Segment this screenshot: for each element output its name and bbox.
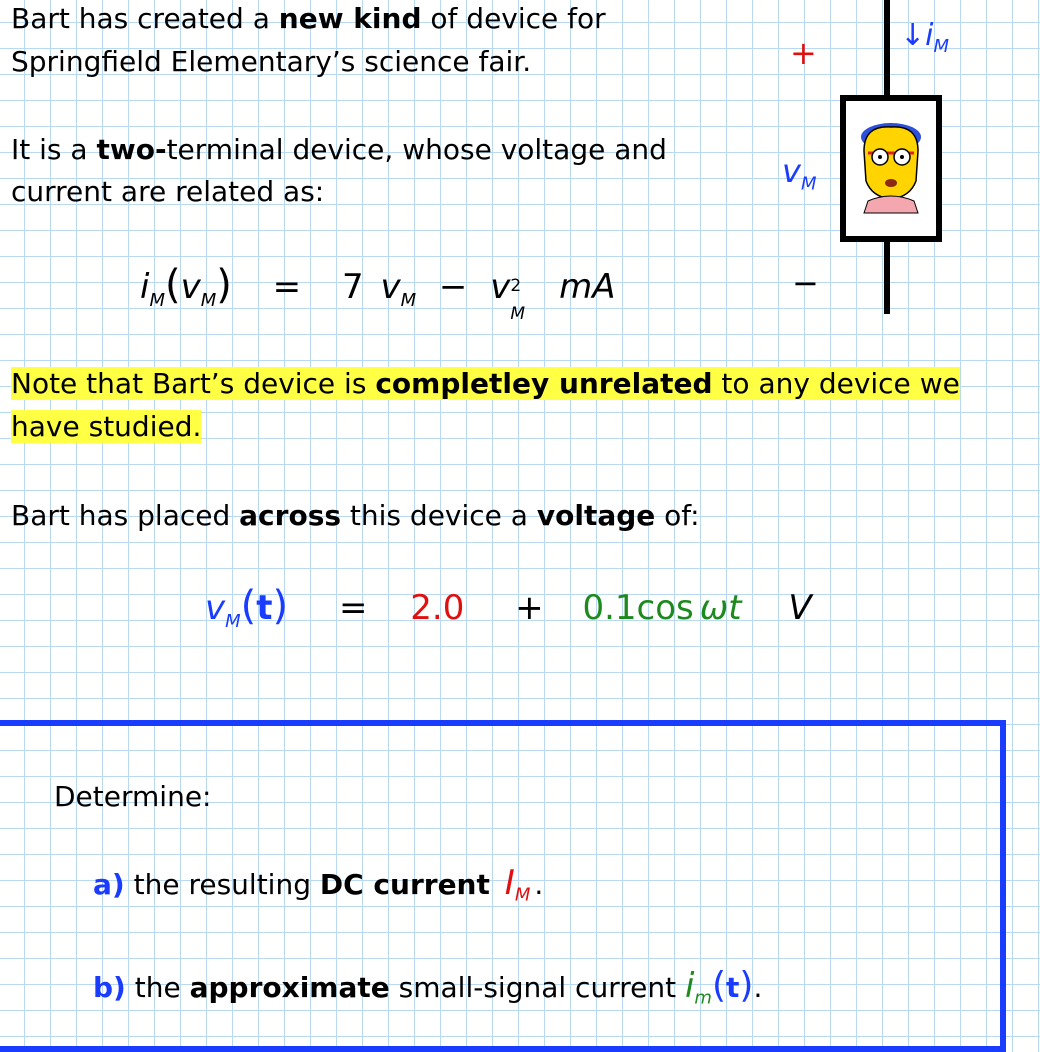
task-a-bold: DC current	[319, 868, 490, 901]
eq1-v2-sup: 2	[510, 276, 522, 296]
device-v: v	[782, 152, 801, 190]
eq1-v2: v	[490, 267, 511, 307]
eq1-v-sub: M	[200, 289, 217, 311]
intro-text: It is a	[11, 133, 97, 166]
voltage-sentence	[11, 494, 700, 537]
eq1-v2-sub: M	[510, 304, 526, 324]
determine-label: Determine:	[54, 780, 212, 813]
intro-line-3	[11, 128, 667, 171]
intro-bold: two-	[96, 133, 167, 166]
device-current-label	[900, 18, 949, 57]
task-a-label: a)	[93, 868, 125, 901]
eq2-plus: +	[515, 588, 544, 628]
highlighted-note	[11, 362, 1029, 448]
current-arrow-icon: ↓	[900, 18, 926, 53]
eq2-wt: ωt	[699, 588, 742, 628]
eq2-v: v	[205, 588, 226, 628]
intro-text: terminal device, whose voltage and	[166, 133, 667, 166]
eq2-ac: 0.1cos	[582, 588, 694, 628]
eq1-i-sub: M	[149, 289, 165, 311]
intro-text: of device for	[421, 2, 606, 35]
task-a-text: the resulting	[124, 868, 320, 901]
equation-vm-t: $v_M(t) = 2.0 + 0.1\cos$ ωt V	[205, 583, 812, 632]
device-box	[840, 95, 942, 242]
sentence-text: of:	[655, 499, 700, 532]
sentence-bold: voltage	[536, 499, 656, 532]
device-top-wire	[884, 0, 890, 96]
task-a-end: .	[534, 868, 544, 901]
eq2-v-sub: M	[225, 610, 241, 632]
task-a	[93, 862, 543, 917]
eq2-dc: 2.0	[410, 588, 465, 628]
note-text: to any device we have studied.	[11, 367, 960, 443]
device-plus: +	[790, 34, 817, 72]
task-b-t: t	[726, 971, 740, 1004]
intro-text: Bart has created a	[11, 2, 279, 35]
eq1-v: v	[180, 267, 201, 307]
device-voltage-label	[782, 152, 816, 194]
eq1-equals: =	[272, 267, 302, 307]
task-b-symbol: i	[684, 966, 695, 1006]
task-b: b) the approximate small-signal current $i_m(t)$.	[93, 965, 763, 1009]
eq1-unit: mA	[559, 267, 616, 307]
task-b-text: small-signal current	[389, 971, 685, 1004]
sentence-text: this device a	[341, 499, 537, 532]
milhouse-face-icon	[846, 101, 936, 236]
sentence-text: Bart has placed	[11, 499, 240, 532]
task-b-end: .	[753, 971, 763, 1004]
task-b-bold: approximate	[189, 971, 390, 1004]
intro-bold: new kind	[278, 2, 422, 35]
eq2-t: t	[256, 588, 273, 628]
eq1-i: i	[140, 267, 150, 307]
task-a-sub: M	[514, 884, 531, 906]
note-bold: completley unrelated	[375, 367, 713, 400]
device-minus: −	[792, 264, 819, 302]
device-bottom-wire	[884, 236, 890, 314]
device-diagram	[760, 0, 1020, 330]
eq2-equals: =	[338, 588, 368, 628]
device-v-sub: M	[800, 173, 817, 195]
task-b-sub: m	[694, 987, 712, 1009]
equation-iv-relation: $i_M(v_M) = 7$ $v_M - v$ 2 M mA	[140, 262, 616, 324]
eq2-unit: V	[788, 588, 812, 628]
task-b-text: the	[125, 971, 190, 1004]
intro-line-1	[11, 0, 606, 40]
note-text: Note that Bart’s device is	[11, 367, 376, 400]
eq1-minus: −	[438, 267, 468, 307]
task-a-symbol: I	[504, 863, 515, 903]
sentence-bold: across	[239, 499, 342, 532]
intro-line-4: current are related as:	[11, 175, 325, 208]
task-b-label: b)	[93, 971, 126, 1004]
intro-line-2: Springfield Elementary’s science fair.	[11, 45, 532, 78]
eq1-v1-sub: M	[400, 289, 417, 311]
device-i: i	[925, 18, 934, 53]
eq1-v1: v	[380, 267, 401, 307]
device-i-sub: M	[933, 36, 950, 57]
eq1-coef: 7	[341, 267, 364, 307]
